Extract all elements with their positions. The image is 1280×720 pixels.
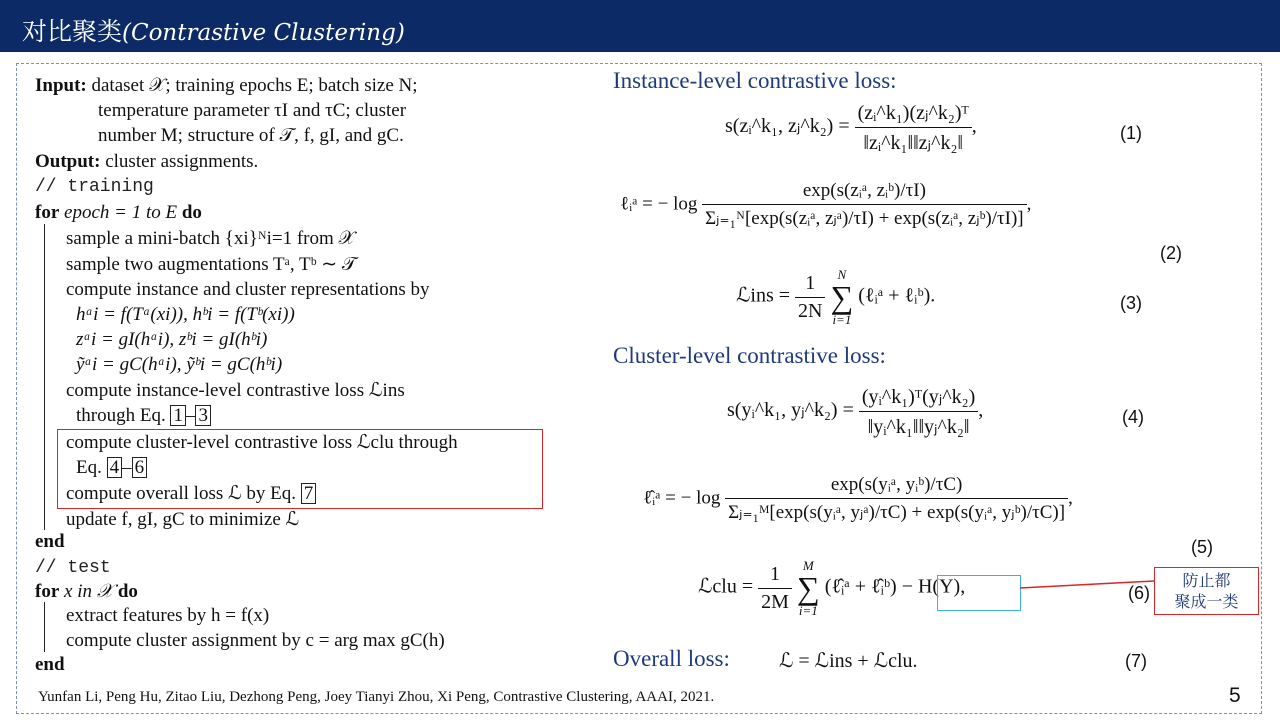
eq-number-7: (7) bbox=[1125, 651, 1147, 671]
input-line-3: number M; structure of 𝒯, f, gI, and gC. bbox=[98, 125, 404, 146]
eq4-denominator: ‖yᵢ^k₁‖‖yⱼ^k₂‖ bbox=[867, 416, 970, 438]
eq-ref-4: 4 bbox=[107, 457, 123, 478]
eq2-denominator: Σⱼ₌₁ᴺ[exp(s(zᵢᵃ, zⱼᵃ)/τI) + exp(s(zᵢᵃ, zⱼᵇ)/τI)] bbox=[705, 208, 1024, 229]
for-test-condition: x in 𝒳 bbox=[64, 581, 114, 602]
eq6-summation bbox=[797, 559, 820, 617]
equation-5: ℓ̂ᵢᵃ = − log $\frac{\text{exp(s(yᵢᵃ, yᵢᵇ)/τC)}}{\text{Σⱼ₌₁ᴹ[exp(s(yᵢᵃ, yⱼᵃ)/τC) + exp(s(yᵢᵃ, yⱼᵇ)/τC)]}}$ , bbox=[643, 474, 1073, 523]
eq4-lhs: s(yᵢ^k₁, yⱼ^k₂) = bbox=[727, 399, 854, 422]
do-keyword-test: do bbox=[117, 581, 138, 602]
eq5-lhs: ℓ̂ᵢᵃ = − log bbox=[643, 487, 721, 509]
eq-number-4: (4) bbox=[1122, 407, 1144, 427]
line-y-definition: ỹᵃi = gC(hᵃi), ỹᵇi = gC(hᵇi) bbox=[76, 354, 283, 375]
line-overall-loss: compute overall loss ℒ by Eq. bbox=[66, 483, 297, 504]
equation-6 bbox=[698, 559, 965, 617]
eq2-fraction bbox=[702, 180, 1027, 230]
title-bar bbox=[0, 0, 1280, 52]
eq6-fraction bbox=[758, 563, 792, 614]
line-instance-loss-eq: through Eq. bbox=[76, 405, 166, 426]
eq-ref-3: 3 bbox=[195, 405, 211, 426]
for-keyword: for bbox=[35, 202, 60, 223]
input-line-2: temperature parameter τI and τC; cluster bbox=[98, 100, 407, 121]
line-compute-representations: compute instance and cluster representations by bbox=[66, 279, 430, 300]
eq1-denominator: ‖zᵢ^k₁‖‖zⱼ^k₂‖ bbox=[863, 132, 964, 154]
heading-cluster-loss: Cluster-level contrastive loss: bbox=[613, 343, 886, 368]
eq2-lhs: ℓᵢᵃ = − log bbox=[620, 193, 698, 215]
equation-4: s(yᵢ^k₁, yⱼ^k₂) = $\frac{\text{(yᵢ\textasciicircum{}k₁)ᵀ(yⱼ\textasciicircum{}k₂)}}{\text{‖yᵢ\textasciicircum{}k₁‖‖yⱼ\textasciicircum{}k₂‖}}$ , bbox=[727, 386, 984, 438]
eq-number-3: (3) bbox=[1120, 293, 1142, 313]
slide-title-cn: 对比聚类 bbox=[22, 19, 123, 46]
eq5-denominator: Σⱼ₌₁ᴹ[exp(s(yᵢᵃ, yⱼᵃ)/τC) + exp(s(yᵢᵃ, yⱼᵇ)/τC)] bbox=[728, 502, 1066, 523]
eq6-sum-upper: M bbox=[802, 558, 814, 573]
eq4-fraction bbox=[859, 384, 978, 439]
slide-title-en: (Contrastive Clustering) bbox=[122, 20, 405, 46]
eq3-summation bbox=[830, 268, 853, 326]
page-number: 5 bbox=[1229, 684, 1241, 707]
line-cluster-assignment: compute cluster assignment by c = arg max gC(h) bbox=[66, 630, 445, 651]
input-keyword: Input: bbox=[35, 75, 87, 96]
for-epoch-condition: epoch = 1 to E bbox=[64, 202, 178, 223]
eq1-lhs: s(zᵢ^k₁, zⱼ^k₂) = bbox=[725, 115, 850, 138]
input-line-1: dataset 𝒳; training epochs E; batch size N; bbox=[91, 75, 418, 96]
for-keyword-test: for bbox=[35, 581, 60, 602]
eq5-fraction bbox=[725, 474, 1068, 524]
cluster-loss-highlight-box bbox=[57, 429, 543, 509]
line-sample-augmentations: sample two augmentations Tᵃ, Tᵇ ∼ 𝒯 bbox=[66, 254, 357, 275]
callout-line-2: 聚成一类 bbox=[1174, 592, 1239, 611]
line-update: update f, gI, gC to minimize ℒ bbox=[66, 509, 300, 530]
line-sample-batch: sample a mini-batch {xi}ᴺi=1 from 𝒳 bbox=[66, 228, 355, 249]
eq-number-5: (5) bbox=[1191, 537, 1213, 557]
callout-leader-stroke bbox=[1020, 581, 1154, 588]
equation-3 bbox=[736, 268, 935, 326]
eq3-lhs: ℒins = bbox=[736, 284, 791, 307]
end-keyword-1: end bbox=[35, 531, 65, 552]
line-cluster-loss: compute cluster-level contrastive loss ℒclu through bbox=[66, 432, 458, 453]
loop-bar-test bbox=[44, 602, 45, 652]
eq6-lhs: ℒclu = bbox=[698, 575, 754, 598]
eq-number-1: (1) bbox=[1120, 123, 1142, 143]
eq6-sigma: ∑ bbox=[796, 570, 820, 606]
comment-training: // training bbox=[35, 177, 154, 197]
eq3-denominator: 2N bbox=[798, 299, 823, 322]
do-keyword: do bbox=[181, 202, 202, 223]
eq6-numerator: 1 bbox=[758, 563, 792, 589]
equation-2: ℓᵢᵃ = − log $\frac{\text{exp(s(zᵢᵃ, zᵢᵇ)/τI)}}{\text{Σⱼ₌₁ᴺ[exp(s(zᵢᵃ, zⱼᵃ)/τI) + exp(s(zᵢᵃ, zⱼᵇ)/τI)]}}$ , bbox=[620, 180, 1032, 229]
eq3-sum-lower: i=1 bbox=[832, 312, 852, 327]
callout-line-1: 防止都 bbox=[1182, 571, 1231, 590]
heading-overall-loss: Overall loss: bbox=[613, 646, 730, 671]
end-keyword-2: end bbox=[35, 654, 65, 675]
eq6-rest: (ℓ̂ᵢᵃ + ℓ̂ᵢᵇ) bbox=[824, 575, 897, 598]
eq3-numerator: 1 bbox=[795, 272, 825, 298]
line-cluster-loss-eq: Eq. bbox=[76, 457, 102, 478]
callout-box bbox=[1154, 567, 1259, 615]
eq-ref-6: 6 bbox=[132, 457, 148, 478]
output-text: cluster assignments. bbox=[105, 151, 259, 172]
eq6-sum-lower: i=1 bbox=[798, 603, 818, 618]
eq-ref-7: 7 bbox=[301, 483, 317, 504]
slide-title bbox=[22, 12, 405, 48]
output-keyword: Output: bbox=[35, 151, 101, 172]
eq2-numerator: exp(s(zᵢᵃ, zᵢᵇ)/τI) bbox=[702, 180, 1027, 205]
eq1-fraction bbox=[855, 100, 972, 155]
line-h-definition: hᵃi = f(Tᵃ(xi)), hᵇi = f(Tᵇ(xi)) bbox=[76, 304, 295, 325]
line-z-definition: zᵃi = gI(hᵃi), zᵇi = gI(hᵇi) bbox=[76, 329, 268, 350]
eq-ref-1: 1 bbox=[170, 405, 186, 426]
line-instance-loss: compute instance-level contrastive loss ℒins bbox=[66, 380, 405, 401]
eq1-numerator: (zᵢ^k₁)(zⱼ^k₂)ᵀ bbox=[855, 100, 972, 128]
eq-number-6: (6) bbox=[1128, 583, 1150, 603]
eq3-rest: (ℓᵢᵃ + ℓᵢᵇ). bbox=[858, 284, 936, 307]
line-extract-features: extract features by h = f(x) bbox=[66, 605, 270, 626]
eq6-entropy-term: − H(Y), bbox=[901, 575, 966, 598]
callout-leader-line bbox=[1020, 578, 1156, 592]
eq4-numerator: (yᵢ^k₁)ᵀ(yⱼ^k₂) bbox=[859, 384, 978, 412]
eq3-sigma: ∑ bbox=[830, 279, 854, 315]
citation-footer: Yunfan Li, Peng Hu, Zitao Liu, Dezhong Peng, Joey Tianyi Zhou, Xi Peng, Contrastive Clustering, AAAI, 2021. bbox=[38, 689, 715, 705]
eq5-numerator: exp(s(yᵢᵃ, yᵢᵇ)/τC) bbox=[725, 474, 1068, 499]
equation-7: ℒ = ℒins + ℒclu. bbox=[779, 650, 918, 672]
equation-1: s(zᵢ^k₁, zⱼ^k₂) = $\frac{\text{(zᵢ\textasciicircum{}k₁)(zⱼ\textasciicircum{}k₂)ᵀ}}{\text{‖zᵢ\textasciicircum{}k₁‖‖zⱼ\textasciicircum{}k₂‖}}$ , bbox=[725, 102, 977, 154]
loop-bar-training bbox=[44, 224, 45, 530]
heading-instance-loss: Instance-level contrastive loss: bbox=[613, 68, 897, 93]
eq3-sum-upper: N bbox=[837, 267, 847, 282]
eq-number-2: (2) bbox=[1160, 243, 1182, 263]
comment-test: // test bbox=[35, 558, 111, 578]
eq6-denominator: 2M bbox=[761, 590, 789, 613]
eq3-fraction bbox=[795, 272, 825, 323]
entropy-highlight-box bbox=[937, 575, 1021, 611]
